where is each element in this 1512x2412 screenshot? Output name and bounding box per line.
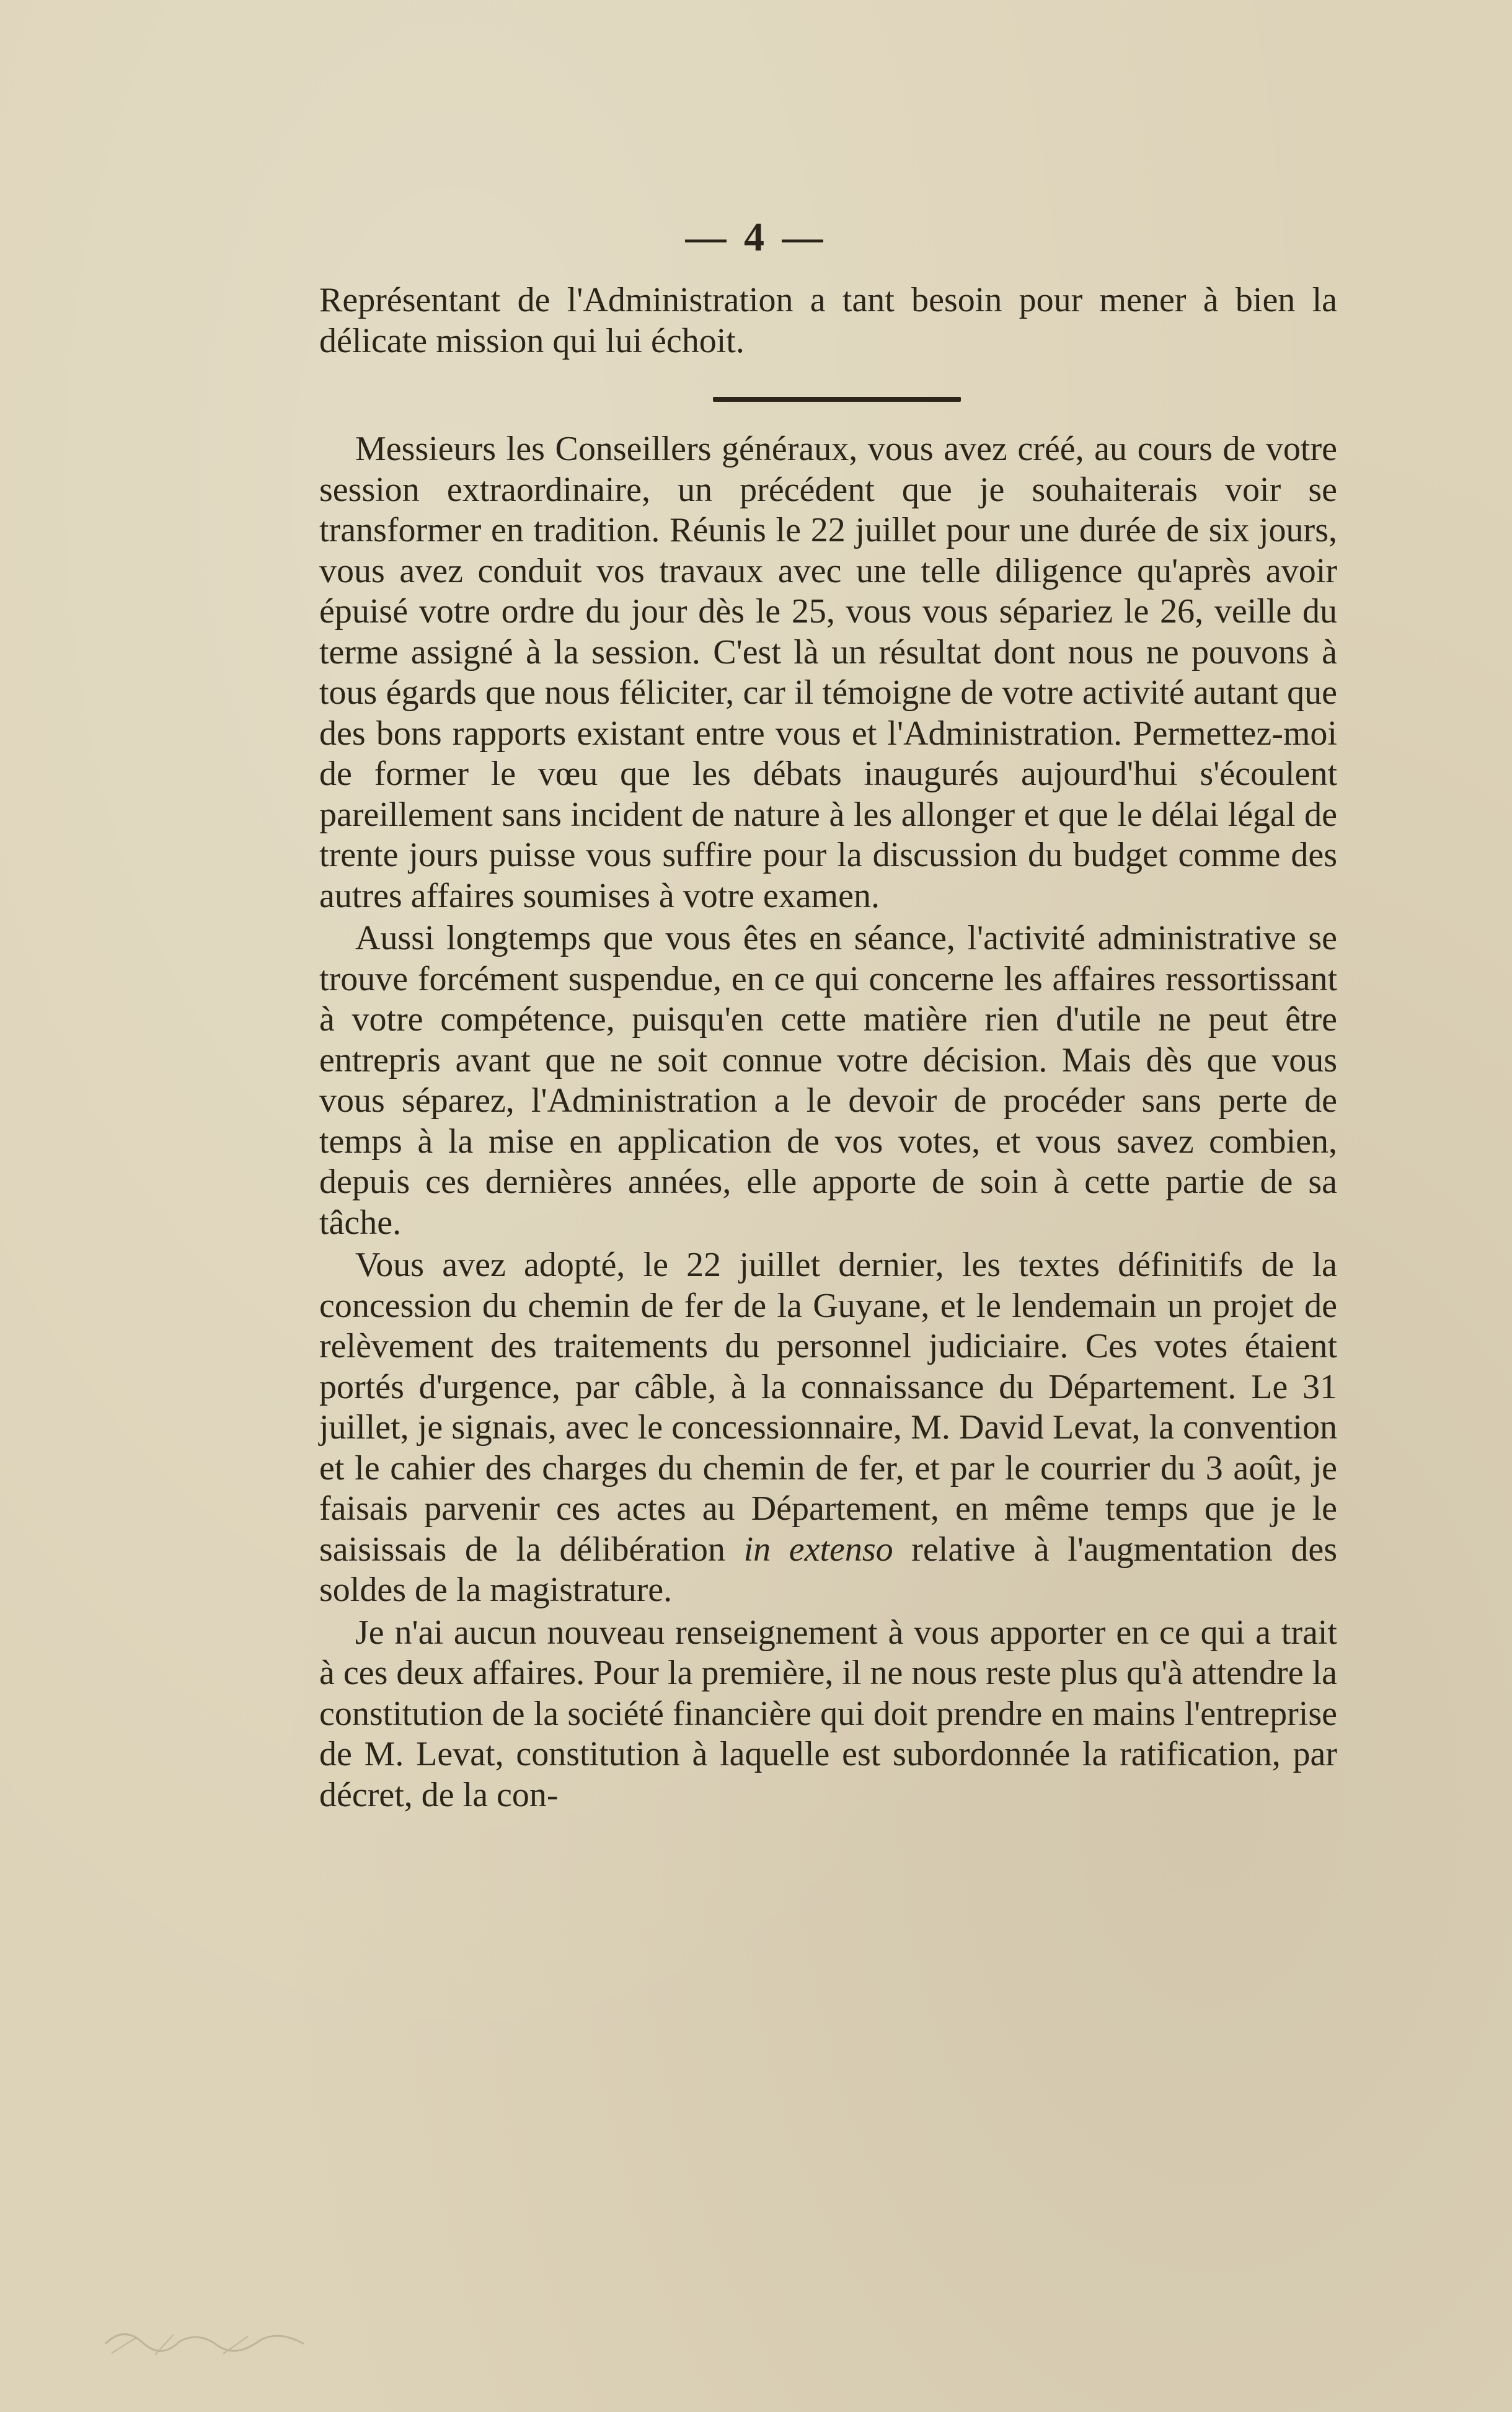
paragraph-text: relative à l'augmentation des soldes de la magistrature. [319,1530,1338,1609]
italic-phrase: in extenso [743,1530,893,1569]
page-number: — 4 — [685,215,827,260]
body-text [319,429,1337,1816]
paragraph: Aussi longtemps que vous êtes en séance, l'activité administrative se trouve forcément suspendue, en ce qui concerne les affaires ressortissant à votre compétence, puisqu'en cette matière rien d'utile ne peut être entrepris avant que ne soit connue votre décision. Mais dès que vous vous séparez, l'Administration a le devoir de procéder sans perte de temps à la mise en application de vos votes, et vous savez combien, depuis ces dernières années, elle apporte de soin à cette partie de sa tâche. [319,919,1337,1242]
paragraph: Je n'ai aucun nouveau renseignement à vous apporter en ce qui a trait à ces deux affaires. Pour la première, il ne nous reste plus qu'à attendre la constitution de la société financière qui doit prendre en mains l'entreprise de M. Levat, constitution à laquelle est subordonnée la ratification, par décret, de la con- [319,1613,1337,1814]
paragraph-text: Représentant de l'Administration a tant besoin pour mener à bien la délicate mission qui lui échoit. [319,281,1337,360]
paragraph: Messieurs les Conseillers généraux, vous avez créé, au cours de votre session extraordinaire, un précédent que je souhaiterais voir se transformer en tradition. Réunis le 22 juillet pour une durée de six jours, vous avez conduit vos travaux avec une telle diligence qu'après avoir épuisé votre ordre du jour dès le 25, vous vous sépariez le 26, veille du terme assigné à la session. C'est là un résultat dont nous ne pouvons à tous égards que nous féliciter, car il témoigne de votre activité autant que des bons rapports existant entre vous et l'Administration. Permettez-moi de former le vœu que les débats inaugurés aujourd'hui s'écoulent pareillement sans incident de nature à les allonger et que le délai légal de trente jours puisse vous suffire pour la discussion du budget comme des autres affaires soumises à votre examen. [319,430,1337,915]
paragraph [319,1245,1337,1611]
paragraph-text: Vous avez adopté, le 22 juillet dernier, les textes définitifs de la concession du chemin de fer de la Guyane, et le lendemain un projet de relèvement des traitements du personnel judiciaire. Ces votes étaient portés d'urgence, par câble, à la connaissance du Département. Le 31 juillet, je signais, avec le concessionnaire, M. David Levat, la convention et le cahier des charges du chemin de fer, et par le courrier du 3 août, je faisais parvenir ces actes au Département, en même temps que je le saisissais de la délibération [319,1246,1337,1569]
continued-paragraph [319,280,1337,361]
faded-stamp-mark [99,2319,310,2362]
section-divider [713,397,961,402]
